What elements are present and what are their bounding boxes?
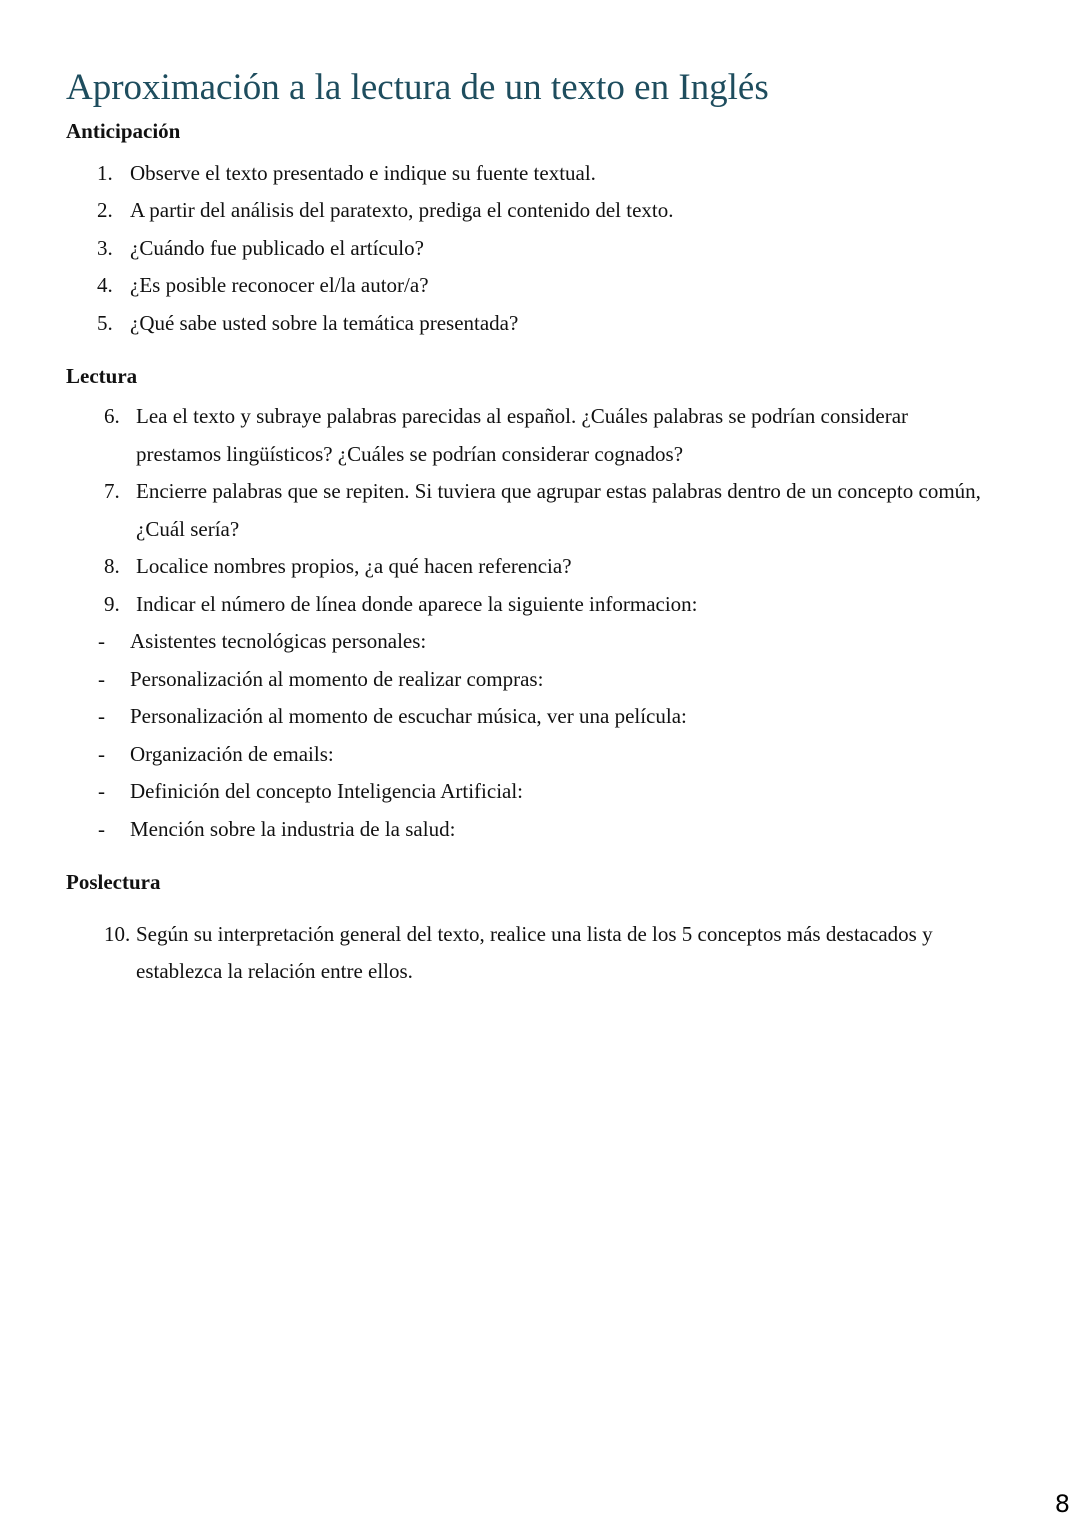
item-number: 4. <box>97 273 113 297</box>
section-heading-lectura: Lectura <box>66 364 138 388</box>
item-number: 3. <box>97 236 113 260</box>
page-title: Aproximación a la lectura de un texto en Inglés <box>66 67 769 108</box>
bullet-item: Asistentes tecnológicas personales: <box>130 629 427 653</box>
bullet-item: Organización de emails: <box>130 742 334 766</box>
bullet-item: Personalización al momento de realizar compras: <box>130 667 544 691</box>
item-number: 8. <box>104 554 120 578</box>
item-text: Encierre palabras que se repiten. Si tuviera que agrupar estas palabras dentro de un concepto común, <box>136 479 981 503</box>
item-text-continued: establezca la relación entre ellos. <box>136 959 413 983</box>
item-text: A partir del análisis del paratexto, prediga el contenido del texto. <box>130 198 674 222</box>
item-number: 10. <box>104 922 131 946</box>
item-number: 2. <box>97 198 113 222</box>
item-number: 5. <box>97 311 113 335</box>
bullet-marker: - <box>98 667 105 691</box>
page-number: 8 <box>1054 1490 1070 1518</box>
item-text: Observe el texto presentado e indique su fuente textual. <box>130 161 596 185</box>
item-text: ¿Cuándo fue publicado el artículo? <box>130 236 424 260</box>
bullet-marker: - <box>98 742 105 766</box>
item-number: 7. <box>104 479 120 503</box>
item-text-continued: ¿Cuál sería? <box>136 517 240 541</box>
item-text-continued: prestamos lingüísticos? ¿Cuáles se podrían considerar cognados? <box>136 442 684 466</box>
item-text: Indicar el número de línea donde aparece la siguiente informacion: <box>136 592 698 616</box>
bullet-item: Personalización al momento de escuchar música, ver una película: <box>130 704 687 728</box>
item-text: Localice nombres propios, ¿a qué hacen referencia? <box>136 554 572 578</box>
section-heading-anticipacion: Anticipación <box>66 119 181 143</box>
bullet-marker: - <box>98 704 105 728</box>
item-number: 9. <box>104 592 120 616</box>
bullet-marker: - <box>98 779 105 803</box>
bullet-marker: - <box>98 629 105 653</box>
item-text: Lea el texto y subraye palabras parecidas al español. ¿Cuáles palabras se podrían considerar <box>136 404 909 428</box>
section-heading-poslectura: Poslectura <box>66 870 161 894</box>
item-number: 6. <box>104 404 120 428</box>
item-text: ¿Qué sabe usted sobre la temática presentada? <box>130 311 519 335</box>
bullet-marker: - <box>98 817 105 841</box>
item-text: Según su interpretación general del texto, realice una lista de los 5 conceptos más destacados y <box>136 922 933 946</box>
bullet-item: Definición del concepto Inteligencia Artificial: <box>130 779 524 803</box>
bullet-item: Mención sobre la industria de la salud: <box>130 817 456 841</box>
item-number: 1. <box>97 161 113 185</box>
item-text: ¿Es posible reconocer el/la autor/a? <box>130 273 429 297</box>
